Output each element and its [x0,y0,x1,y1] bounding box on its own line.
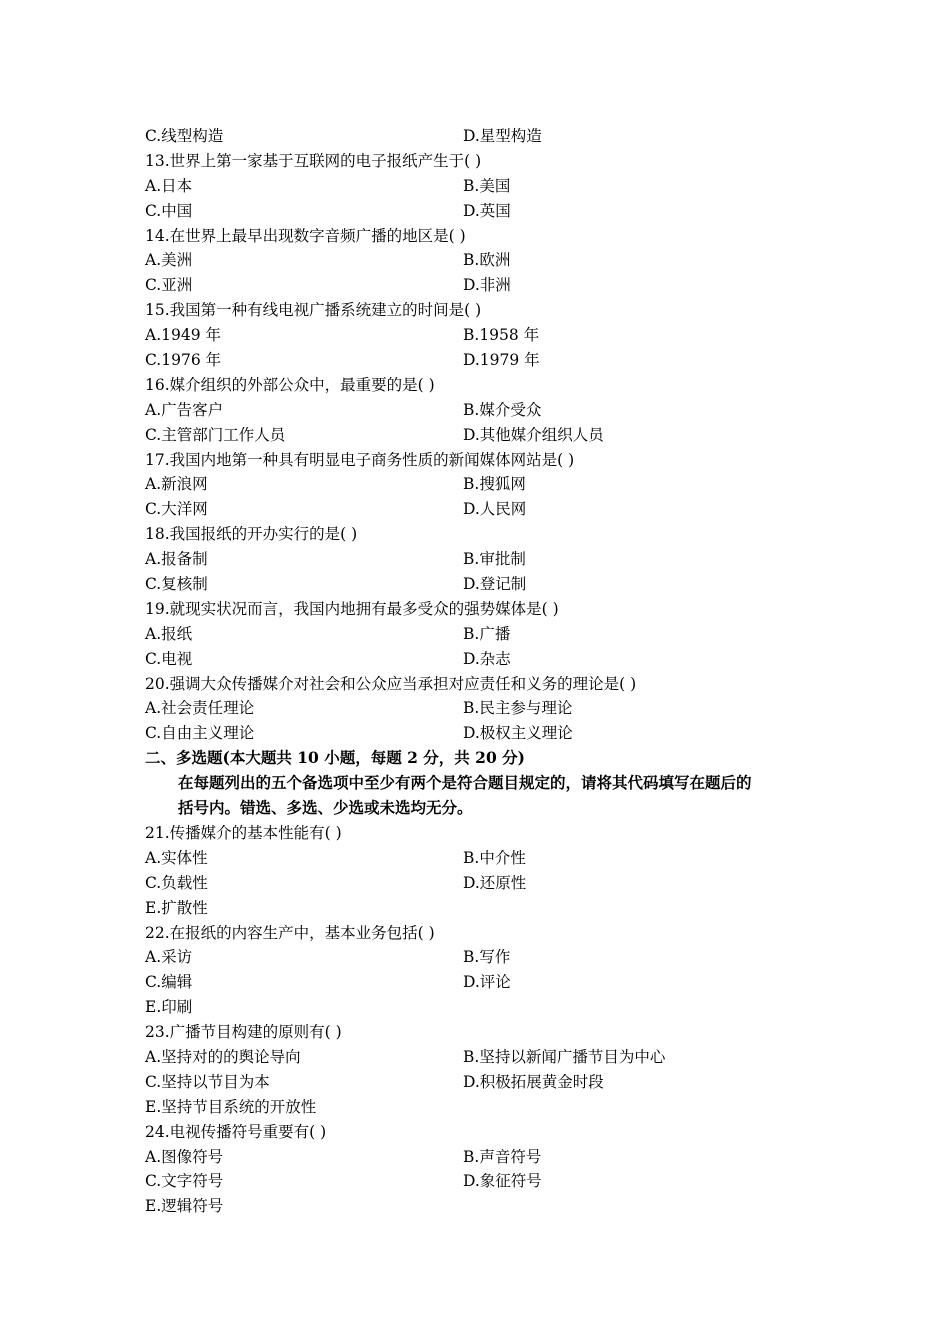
question-line [145,672,845,697]
question-line [145,522,845,547]
question-line [145,921,845,946]
instruction-text: 括号内。错选、多选、少选或未选均无分。 [178,798,473,818]
option-left: C.负载性 [145,873,208,892]
option-row [145,348,845,373]
exam-content [145,124,845,1219]
option-row [145,1169,845,1194]
option-right: D.1979 年 [463,351,540,370]
option-right: D.杂志 [463,649,511,668]
option-right: D.英国 [463,201,511,220]
section-heading [145,746,845,771]
option-row [145,572,845,597]
option-right: B.1958 年 [463,326,540,345]
option-row [145,846,845,871]
option-row [145,721,845,746]
section-instruction [145,796,845,821]
option-left: A.美洲 [145,251,193,270]
option-row [145,970,845,995]
option-left: A.新浪网 [145,475,208,494]
question-line [145,373,845,398]
question-line [145,1120,845,1145]
option-row [145,423,845,448]
option-left: C.主管部门工作人员 [145,425,286,444]
option-row [145,547,845,572]
question-line [145,1020,845,1045]
question-line [145,1194,845,1219]
option-row [145,497,845,522]
question-text: 20.强调大众传播媒介对社会和公众应当承担对应责任和义务的理论是( ) [145,674,637,693]
option-right: D.非洲 [463,276,511,295]
question-line [145,149,845,174]
option-row [145,945,845,970]
question-text: E.逻辑符号 [145,1197,224,1216]
section-heading-text: 二、多选题(本大题共 10 小题，每题 2 分，共 20 分) [145,748,525,768]
question-text: E.扩散性 [145,898,208,917]
question-text: 23.广播节目构建的原则有( ) [145,1023,342,1042]
question-text: 21.传播媒介的基本性能有( ) [145,823,342,842]
option-left: A.社会责任理论 [145,699,255,718]
option-row [145,472,845,497]
option-left: A.图像符号 [145,1147,224,1166]
option-left: A.实体性 [145,848,208,867]
question-line [145,298,845,323]
section-instruction [145,771,845,796]
option-right: B.坚持以新闻广播节目为中心 [463,1047,666,1066]
option-row [145,696,845,721]
option-row [145,1070,845,1095]
option-left: A.1949 年 [145,326,221,345]
option-right: B.声音符号 [463,1147,542,1166]
question-text: 22.在报纸的内容生产中，基本业务包括( ) [145,923,435,942]
option-row [145,273,845,298]
option-row [145,1045,845,1070]
option-left: A.广告客户 [145,400,224,419]
option-right: B.美国 [463,176,511,195]
option-left: A.采访 [145,948,193,967]
question-text: 17.我国内地第一种具有明显电子商务性质的新闻媒体网站是( ) [145,450,575,469]
option-left: C.中国 [145,201,193,220]
option-row [145,398,845,423]
option-row [145,622,845,647]
option-row [145,199,845,224]
option-left: A.坚持对的的舆论导向 [145,1047,301,1066]
option-right: B.中介性 [463,848,526,867]
question-line [145,821,845,846]
question-text: 14.在世界上最早出现数字音频广播的地区是( ) [145,226,466,245]
option-left: A.报备制 [145,550,208,569]
option-right: B.搜狐网 [463,475,526,494]
option-left: A.报纸 [145,624,193,643]
option-right: B.审批制 [463,550,526,569]
option-row [145,647,845,672]
option-right: B.写作 [463,948,511,967]
question-line [145,224,845,249]
question-text: 13.世界上第一家基于互联网的电子报纸产生于( ) [145,151,482,170]
question-text: 19.就现实状况而言，我国内地拥有最多受众的强势媒体是( ) [145,599,559,618]
question-text: 16.媒介组织的外部公众中，最重要的是( ) [145,375,435,394]
option-left: C.自由主义理论 [145,724,255,743]
option-left: A.日本 [145,176,193,195]
option-left: C.1976 年 [145,351,222,370]
option-row [145,871,845,896]
option-right: B.民主参与理论 [463,699,573,718]
question-line [145,995,845,1020]
question-text: E.印刷 [145,998,193,1017]
option-left: C.复核制 [145,575,208,594]
question-text: E.坚持节目系统的开放性 [145,1097,317,1116]
question-text: 24.电视传播符号重要有( ) [145,1122,327,1141]
question-line [145,896,845,921]
option-right: D.其他媒介组织人员 [463,425,604,444]
option-left: C.编辑 [145,973,193,992]
option-left: C.亚洲 [145,276,193,295]
option-right: D.评论 [463,973,511,992]
question-text: 15.我国第一种有线电视广播系统建立的时间是( ) [145,301,482,320]
option-right: D.登记制 [463,575,527,594]
option-row [145,124,845,149]
question-line [145,448,845,473]
option-row [145,323,845,348]
option-right: D.极权主义理论 [463,724,573,743]
option-right: D.象征符号 [463,1172,542,1191]
option-right: D.还原性 [463,873,527,892]
option-right: B.欧洲 [463,251,511,270]
option-right: D.积极拓展黄金时段 [463,1072,604,1091]
option-left: C.大洋网 [145,500,208,519]
option-left: C.文字符号 [145,1172,224,1191]
option-left: C.线型构造 [145,127,224,145]
question-line [145,597,845,622]
instruction-text: 在每题列出的五个备选项中至少有两个是符合题目规定的，请将其代码填写在题后的 [178,773,752,793]
question-line [145,1095,845,1120]
option-right: D.人民网 [463,500,527,519]
option-right: B.广播 [463,624,511,643]
option-left: C.电视 [145,649,193,668]
question-text: 18.我国报纸的开办实行的是( ) [145,525,358,544]
option-row [145,248,845,273]
option-left: C.坚持以节目为本 [145,1072,270,1091]
option-row [145,174,845,199]
option-right: B.媒介受众 [463,400,542,419]
option-right: D.星型构造 [463,127,542,145]
option-row [145,1145,845,1170]
